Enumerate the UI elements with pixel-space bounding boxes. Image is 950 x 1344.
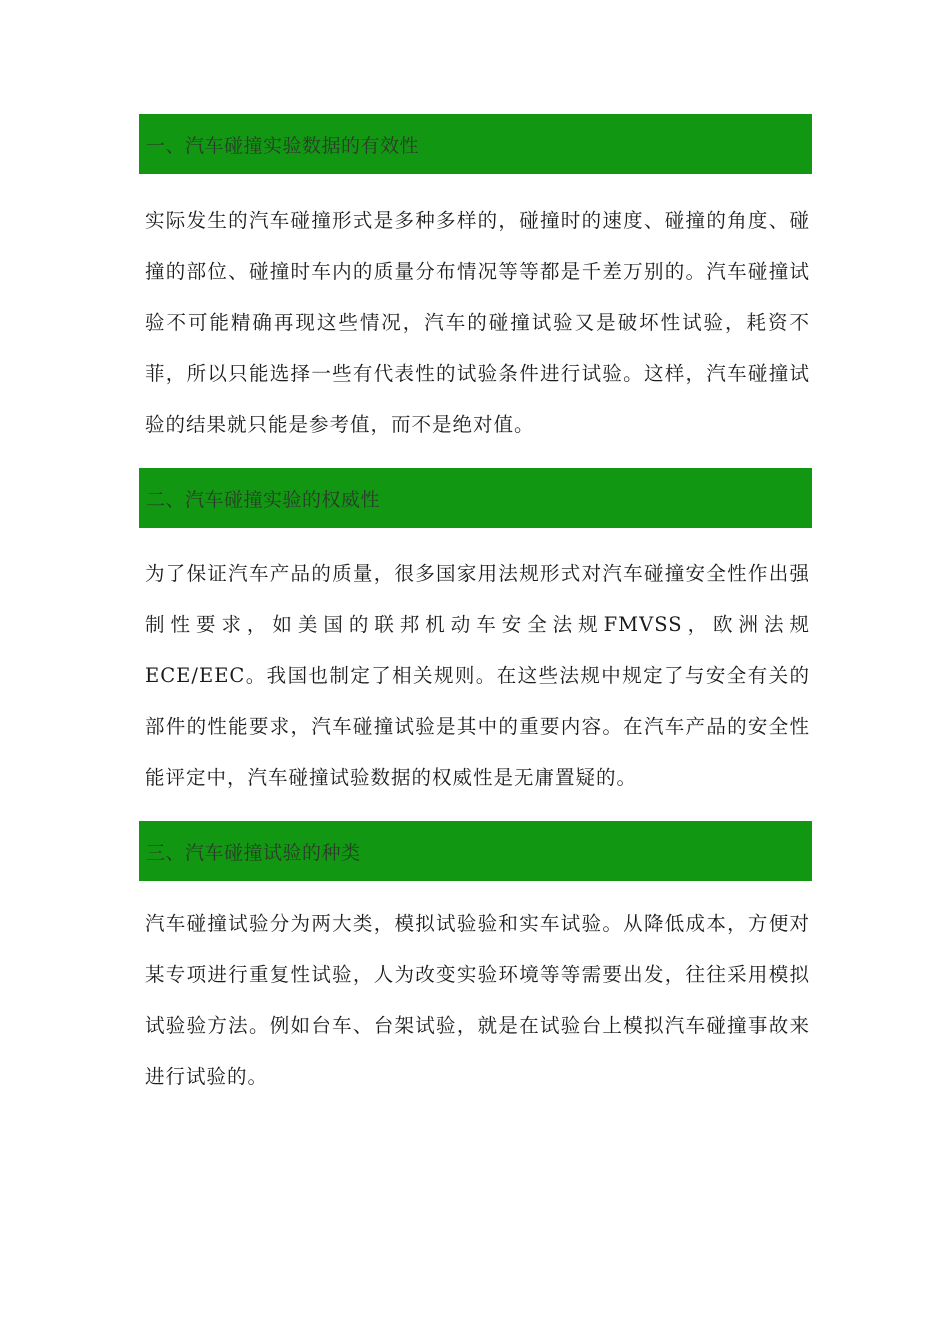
section-body-types: 汽车碰撞试验分为两大类，模拟试验验和实车试验。从降低成本，方便对某专项进行重复性试验，人为改变实验环境等等需要出发，往往采用模拟试验验方法。例如台车、台架试验，就是在试验台上模拟汽车碰撞事故来进行试验的。 bbox=[145, 912, 810, 1088]
section-heading-text: 一、汽车碰撞实验数据的有效性 bbox=[146, 134, 420, 157]
section-body-validity: 实际发生的汽车碰撞形式是多种多样的，碰撞时的速度、碰撞的角度、碰撞的部位、碰撞时车内的质量分布情况等等都是千差万别的。汽车碰撞试验不可能精确再现这些情况，汽车的碰撞试验又是破坏性试验，耗资不菲，所以只能选择一些有代表性的试验条件进行试验。这样，汽车碰撞试验的结果就只能是参考值，而不是绝对值。 bbox=[145, 209, 810, 436]
section-heading-text: 二、汽车碰撞实验的权威性 bbox=[146, 488, 381, 511]
section-heading-types bbox=[139, 821, 812, 881]
section-body-authority: 为了保证汽车产品的质量，很多国家用法规形式对汽车碰撞安全性作出强制性要求，如美国的联邦机动车安全法规FMVSS，欧洲法规ECE/EEC。我国也制定了相关规则。在这些法规中规定了与安全有关的部件的性能要求，汽车碰撞试验是其中的重要内容。在汽车产品的安全性能评定中，汽车碰撞试验数据的权威性是无庸置疑的。 bbox=[145, 562, 810, 789]
section-heading-text: 三、汽车碰撞试验的种类 bbox=[146, 841, 361, 864]
section-heading-validity bbox=[139, 114, 812, 174]
section-heading-authority bbox=[139, 468, 812, 528]
